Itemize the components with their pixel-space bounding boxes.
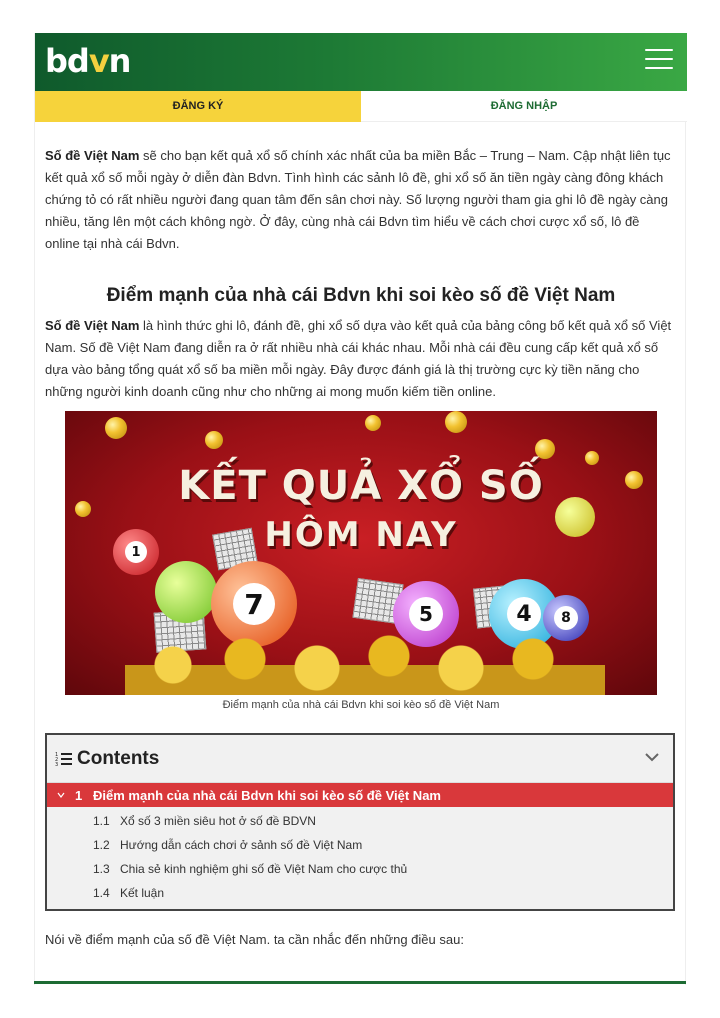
table-of-contents — [45, 733, 675, 911]
toc-subitem[interactable]: 1.4 Kết luận — [93, 886, 165, 900]
hamburger-icon[interactable] — [645, 49, 673, 71]
site-header — [35, 33, 687, 91]
toc-title: Contents — [77, 747, 160, 769]
site-logo[interactable] — [45, 43, 130, 79]
svg-text:1: 1 — [55, 751, 59, 758]
logo-text-bd: bd — [45, 42, 89, 80]
auth-bar — [35, 91, 687, 122]
outro-paragraph: Nói về điểm mạnh của số đề Việt Nam. ta cần nhắc đến những điều sau: — [45, 932, 464, 947]
logo-text-v: v — [88, 42, 109, 80]
banner-title-line1: KẾT QUẢ XỔ SỐ — [178, 463, 544, 509]
toc-item-label: Điểm mạnh của nhà cái Bdvn khi soi kèo số đề Việt Nam — [93, 787, 441, 803]
lottery-ball: 1 — [113, 529, 159, 575]
page-container — [34, 33, 686, 985]
logo-text-n: n — [108, 42, 131, 80]
lottery-ball-yellow — [555, 497, 595, 537]
toc-subitem[interactable]: 1.1 Xổ số 3 miền siêu hot ở số đề BDVN — [93, 814, 316, 828]
toc-header[interactable] — [47, 735, 673, 783]
toc-item-number: 1 — [75, 787, 83, 803]
lottery-ball-green — [155, 561, 217, 623]
section-paragraph — [45, 315, 677, 403]
section-text: là hình thức ghi lô, đánh đề, ghi xổ số dựa vào kết quả của bảng công bố kết quả xổ số Việt Nam. Số đề Việt Nam đang diễn ra ở rất nhiều nhà cái khác nhau. Mỗi nhà cái đều cung cấp kết quả xổ số dựa vào bảng tổng quát xổ số ba miền mỗi ngày. Đây được đánh giá là thị trường cực kỳ tiền năng cho những người kinh doanh cũng như cho những ai mong muốn kiếm tiền online. — [45, 318, 672, 399]
section-keyword: Số đề Việt Nam — [45, 318, 140, 333]
banner-caption: Điểm mạnh của nhà cái Bdvn khi soi kèo số đề Việt Nam — [222, 699, 500, 711]
toc-collapse-icon[interactable] — [47, 790, 75, 801]
banner-title-line2: HÔM NAY — [264, 515, 458, 555]
coin-pile — [125, 635, 605, 695]
section-heading: Điểm mạnh của nhà cái Bdvn khi soi kèo số đề Việt Nam — [106, 285, 616, 306]
toc-subitem[interactable]: 1.3 Chia sẻ kinh nghiệm ghi số đề Việt Nam cho cược thủ — [93, 862, 408, 876]
toc-item-1[interactable] — [47, 783, 673, 807]
toc-sublist — [47, 807, 673, 909]
login-button[interactable]: ĐĂNG NHẬP — [361, 91, 687, 122]
lottery-ball: 5 — [393, 581, 459, 647]
article-content — [45, 145, 677, 951]
lottery-ball: 7 — [211, 561, 297, 647]
intro-keyword: Số đề Việt Nam — [45, 148, 140, 163]
numbered-list-icon — [55, 750, 73, 768]
intro-paragraph — [45, 145, 677, 255]
lottery-ball: 8 — [543, 595, 589, 641]
footer-divider — [34, 981, 686, 984]
chevron-down-icon[interactable] — [645, 749, 659, 765]
lottery-ball: 4 — [489, 579, 559, 649]
svg-text:3: 3 — [55, 761, 59, 768]
toc-subitem[interactable]: 1.2 Hướng dẫn cách chơi ở sảnh số đề Việt Nam — [93, 838, 363, 852]
register-button[interactable]: ĐĂNG KÝ — [35, 91, 361, 122]
lottery-banner-image — [65, 411, 657, 695]
svg-text:2: 2 — [55, 756, 59, 763]
intro-text: sẽ cho bạn kết quả xổ số chính xác nhất của ba miền Bắc – Trung – Nam. Cập nhật liên tục kết quả xổ số mỗi ngày ở diễn đàn Bdvn. Tình hình các sảnh lô đề, ghi xổ số ăn tiền ngày càng đông khách chứng tỏ có rất nhiều người đang quan tâm đến sân chơi này. Số lượng người tham gia ghi lô đề ngày càng nhiều, tăng lên một cách không ngờ. Ở đây, cùng nhà cái Bdvn tìm hiểu về cách chơi cược xổ số, lô đề online tại nhà cái Bdvn. — [45, 148, 671, 251]
